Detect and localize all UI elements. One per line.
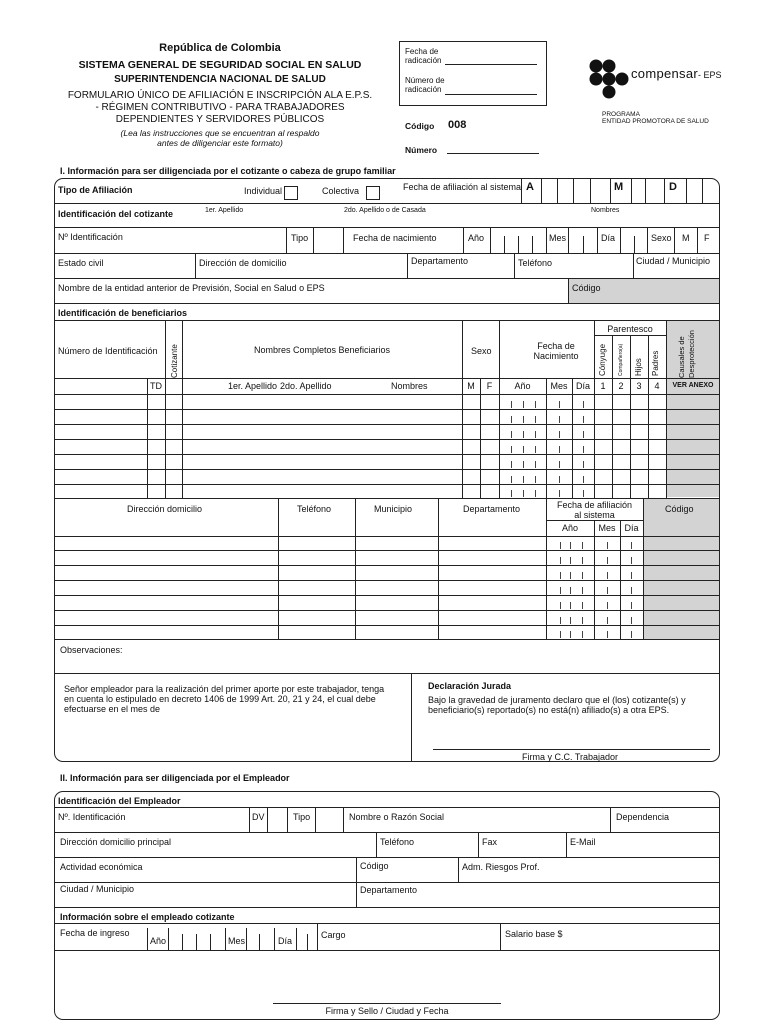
logo-brand-text: compensar — [631, 66, 699, 81]
apellido1-label: 1er. Apellido — [205, 207, 244, 214]
parentesco-2-header: 2 — [618, 381, 624, 391]
dia-label: Día — [601, 233, 616, 243]
adm-riesgos-label: Adm. Riesgos Prof. — [462, 862, 540, 872]
form-title-line3: DEPENDIENTES Y SERVIDORES PÚBLICOS — [115, 114, 325, 125]
section2-title: II. Información para ser diligenciada por el Empleador — [60, 773, 290, 783]
sexo-label: Sexo — [651, 233, 672, 243]
padres-header: Padres — [651, 350, 660, 376]
afil-anio-header: Año — [561, 523, 578, 533]
empleador-tipo-label: Tipo — [293, 812, 311, 822]
telefono-header: Teléfono — [297, 504, 332, 514]
afil-codigo-header: Código — [665, 504, 694, 514]
no-identificacion-label: Nº Identificación — [58, 232, 123, 242]
ingreso-dia-label: Día — [278, 936, 293, 946]
declaracion-text-line1: Bajo la gravedad de juramento declaro que el (los) cotizante(s) y — [428, 695, 686, 705]
actividad-economica-label: Actividad económica — [60, 862, 143, 872]
instructions-note-line2: antes de diligenciar este formato) — [157, 138, 283, 148]
fax-label: Fax — [482, 837, 498, 847]
salario-base-label: Salario base $ — [505, 929, 563, 939]
fecha-nacimiento-label: Fecha de nacimiento — [353, 233, 437, 243]
fecha-radicacion-field[interactable] — [445, 64, 537, 65]
conyuge-header: Cónyuge — [598, 343, 607, 376]
direccion-domicilio-label: Dirección de domicilio — [199, 258, 287, 268]
afil-mes-header: Mes — [598, 523, 616, 533]
numero-identificacion-header: Número de Identificación — [58, 346, 158, 356]
numero-radicacion-label-2: radicación — [405, 85, 442, 94]
mes-label: Mes — [549, 233, 567, 243]
identificacion-cotizante-label: Identificación del cotizante — [58, 209, 174, 219]
beneficiario-m-header: M — [467, 381, 475, 391]
ciudad-municipio-label: Ciudad / Municipio — [636, 256, 711, 266]
beneficiario-mes-header: Mes — [550, 381, 568, 391]
anio-label: Año — [468, 233, 485, 243]
entidad-codigo-label: Código — [572, 283, 601, 293]
tipo-afiliacion-label: Tipo de Afiliación — [58, 185, 133, 195]
beneficiario-f-header: F — [486, 381, 493, 391]
fecha-ingreso-label: Fecha de ingreso — [60, 928, 130, 938]
sexo-m-label[interactable]: M — [682, 233, 690, 243]
sexo-header: Sexo — [471, 346, 492, 356]
beneficiario-dia-header: Día — [575, 381, 590, 391]
companero-header: Compañero(a) — [618, 343, 624, 376]
beneficiario-apellido2-header: 2do. Apellido — [280, 381, 332, 391]
section1-title: I. Información para ser diligenciada por el cotizante o cabeza de grupo familiar — [60, 166, 396, 176]
apellido2-label: 2do. Apellido o de Casada — [344, 207, 426, 214]
fecha-radicacion-label-2: radicación — [405, 56, 442, 65]
fecha-afiliacion-label: Fecha de afiliación al sistema — [403, 182, 522, 192]
empleador-note-line3: efectuarse en el mes de — [64, 704, 161, 714]
system-title: SISTEMA GENERAL DE SEGURIDAD SOCIAL EN SALUD — [78, 59, 362, 71]
empleador-departamento-label: Departamento — [360, 885, 418, 895]
individual-label: Individual — [244, 186, 283, 196]
codigo-label: Código — [405, 121, 435, 131]
causales-header-1: Causales de — [677, 336, 686, 378]
instructions-note-line1: (Lea las instrucciones que se encuentran al respaldo — [120, 128, 320, 138]
colectiva-checkbox[interactable] — [366, 186, 380, 200]
numero-radicacion-label-1: Número de — [405, 76, 445, 85]
fecha-nacimiento-header-2: Nacimiento — [533, 351, 579, 361]
logo-entity: ENTIDAD PROMOTORA DE SALUD — [602, 118, 709, 125]
dv-label: DV — [252, 812, 265, 822]
info-empleado-label: Información sobre el empleado cotizante — [60, 912, 235, 922]
numero-radicacion-field[interactable] — [445, 94, 537, 95]
empleador-ciudad-label: Ciudad / Municipio — [60, 884, 135, 894]
estado-civil-label: Estado civil — [58, 258, 104, 268]
identificacion-empleador-label: Identificación del Empleador — [58, 796, 181, 806]
codigo-shaded-column — [644, 499, 719, 639]
email-label: E-Mail — [570, 837, 596, 847]
firma-trabajador-line[interactable] — [433, 749, 710, 750]
tipo-label: Tipo — [291, 233, 309, 243]
empleador-no-identificacion-label: Nº. Identificación — [58, 812, 126, 822]
form-title-line2: - RÉGIMEN CONTRIBUTIVO - PARA TRABAJADORES — [95, 102, 345, 113]
observaciones-label: Observaciones: — [60, 645, 123, 655]
entidad-anterior-label: Nombre de la entidad anterior de Previsión, Social en Salud o EPS — [58, 283, 325, 293]
cargo-label: Cargo — [321, 930, 346, 940]
firma-trabajador-label: Firma y C.C. Trabajador — [521, 752, 619, 762]
codigo-value: 008 — [448, 119, 467, 131]
declaracion-text-line2: beneficiario(s) reportado(s) no está(n) afiliado(s) a otra EPS. — [428, 705, 670, 715]
ingreso-mes-label: Mes — [228, 936, 246, 946]
firma-empleador-line[interactable] — [273, 1003, 501, 1004]
td-header: TD — [150, 381, 162, 391]
parentesco-3-header: 3 — [636, 381, 642, 391]
fecha-afiliacion-header-2: al sistema — [574, 510, 615, 520]
parentesco-header: Parentesco — [607, 324, 653, 334]
superintendence-title: SUPERINTENDENCIA NACIONAL DE SALUD — [114, 74, 326, 85]
form-title-line1: FORMULARIO ÚNICO DE AFILIACIÓN E INSCRIPCIÓN ALA E.P.S. — [67, 90, 373, 101]
beneficiario-nombres-header: Nombres — [391, 381, 428, 391]
numero-field[interactable] — [447, 153, 539, 154]
numero-label: Número — [405, 145, 438, 155]
fecha-nacimiento-header-1: Fecha de — [537, 341, 575, 351]
section2-frame — [54, 791, 720, 1020]
hijos-header: Hijos — [634, 358, 643, 376]
nombres-completos-header: Nombres Completos Beneficiarios — [253, 345, 391, 355]
causales-header-2: Desprotección — [687, 330, 696, 378]
empleador-note-line1: Señor empleador para la realización del primer aporte por este trabajador, tenga — [64, 684, 385, 694]
fecha-afiliacion-header-1: Fecha de afiliación — [556, 500, 633, 510]
anio-letter: A — [526, 181, 534, 193]
firma-empleador-label: Firma y Sello / Ciudad y Fecha — [325, 1006, 449, 1016]
compensar-dots-icon — [588, 58, 630, 100]
nombres-label: Nombres — [591, 207, 620, 214]
empleador-telefono-label: Teléfono — [380, 837, 415, 847]
departamento-header: Departamento — [463, 504, 521, 514]
empleador-codigo-label: Código — [360, 861, 389, 871]
parentesco-1-header: 1 — [600, 381, 606, 391]
ingreso-anio-label: Año — [150, 936, 167, 946]
beneficiarios-title: Identificación de beneficiarios — [58, 308, 188, 318]
ver-anexo-label[interactable]: VER ANEXO — [672, 382, 714, 389]
razon-social-label: Nombre o Razón Social — [349, 812, 445, 822]
telefono-label: Teléfono — [518, 258, 553, 268]
beneficiario-apellido1-header: 1er. Apellido — [228, 381, 278, 391]
logo-program: PROGRAMA — [602, 111, 640, 118]
cotizante-header: Cotizante — [170, 344, 179, 378]
departamento-label: Departamento — [411, 256, 469, 266]
afil-dia-header: Día — [624, 523, 639, 533]
mes-letter: M — [614, 181, 624, 193]
fecha-radicacion-label-1: Fecha de — [405, 47, 439, 56]
declaracion-title: Declaración Jurada — [428, 681, 512, 691]
dependencia-label: Dependencia — [616, 812, 670, 822]
section1-frame — [54, 178, 720, 762]
dia-letter: D — [669, 181, 677, 193]
empleador-note-line2: en cuenta lo estipulado en decreto 1406 de 1999 Art. 20, 21 y 24, el cual debe — [64, 694, 376, 704]
direccion-domicilio-header: Dirección domicilio — [127, 504, 203, 514]
direccion-principal-label: Dirección domicilio principal — [60, 837, 172, 847]
logo-suffix: - EPS — [698, 70, 722, 80]
country-title: República de Colombia — [159, 42, 281, 54]
colectiva-label: Colectiva — [322, 186, 360, 196]
municipio-header: Municipio — [374, 504, 413, 514]
sexo-f-label[interactable]: F — [704, 233, 710, 243]
parentesco-4-header: 4 — [654, 381, 660, 391]
beneficiario-anio-header: Año — [514, 381, 531, 391]
individual-checkbox[interactable] — [284, 186, 298, 200]
